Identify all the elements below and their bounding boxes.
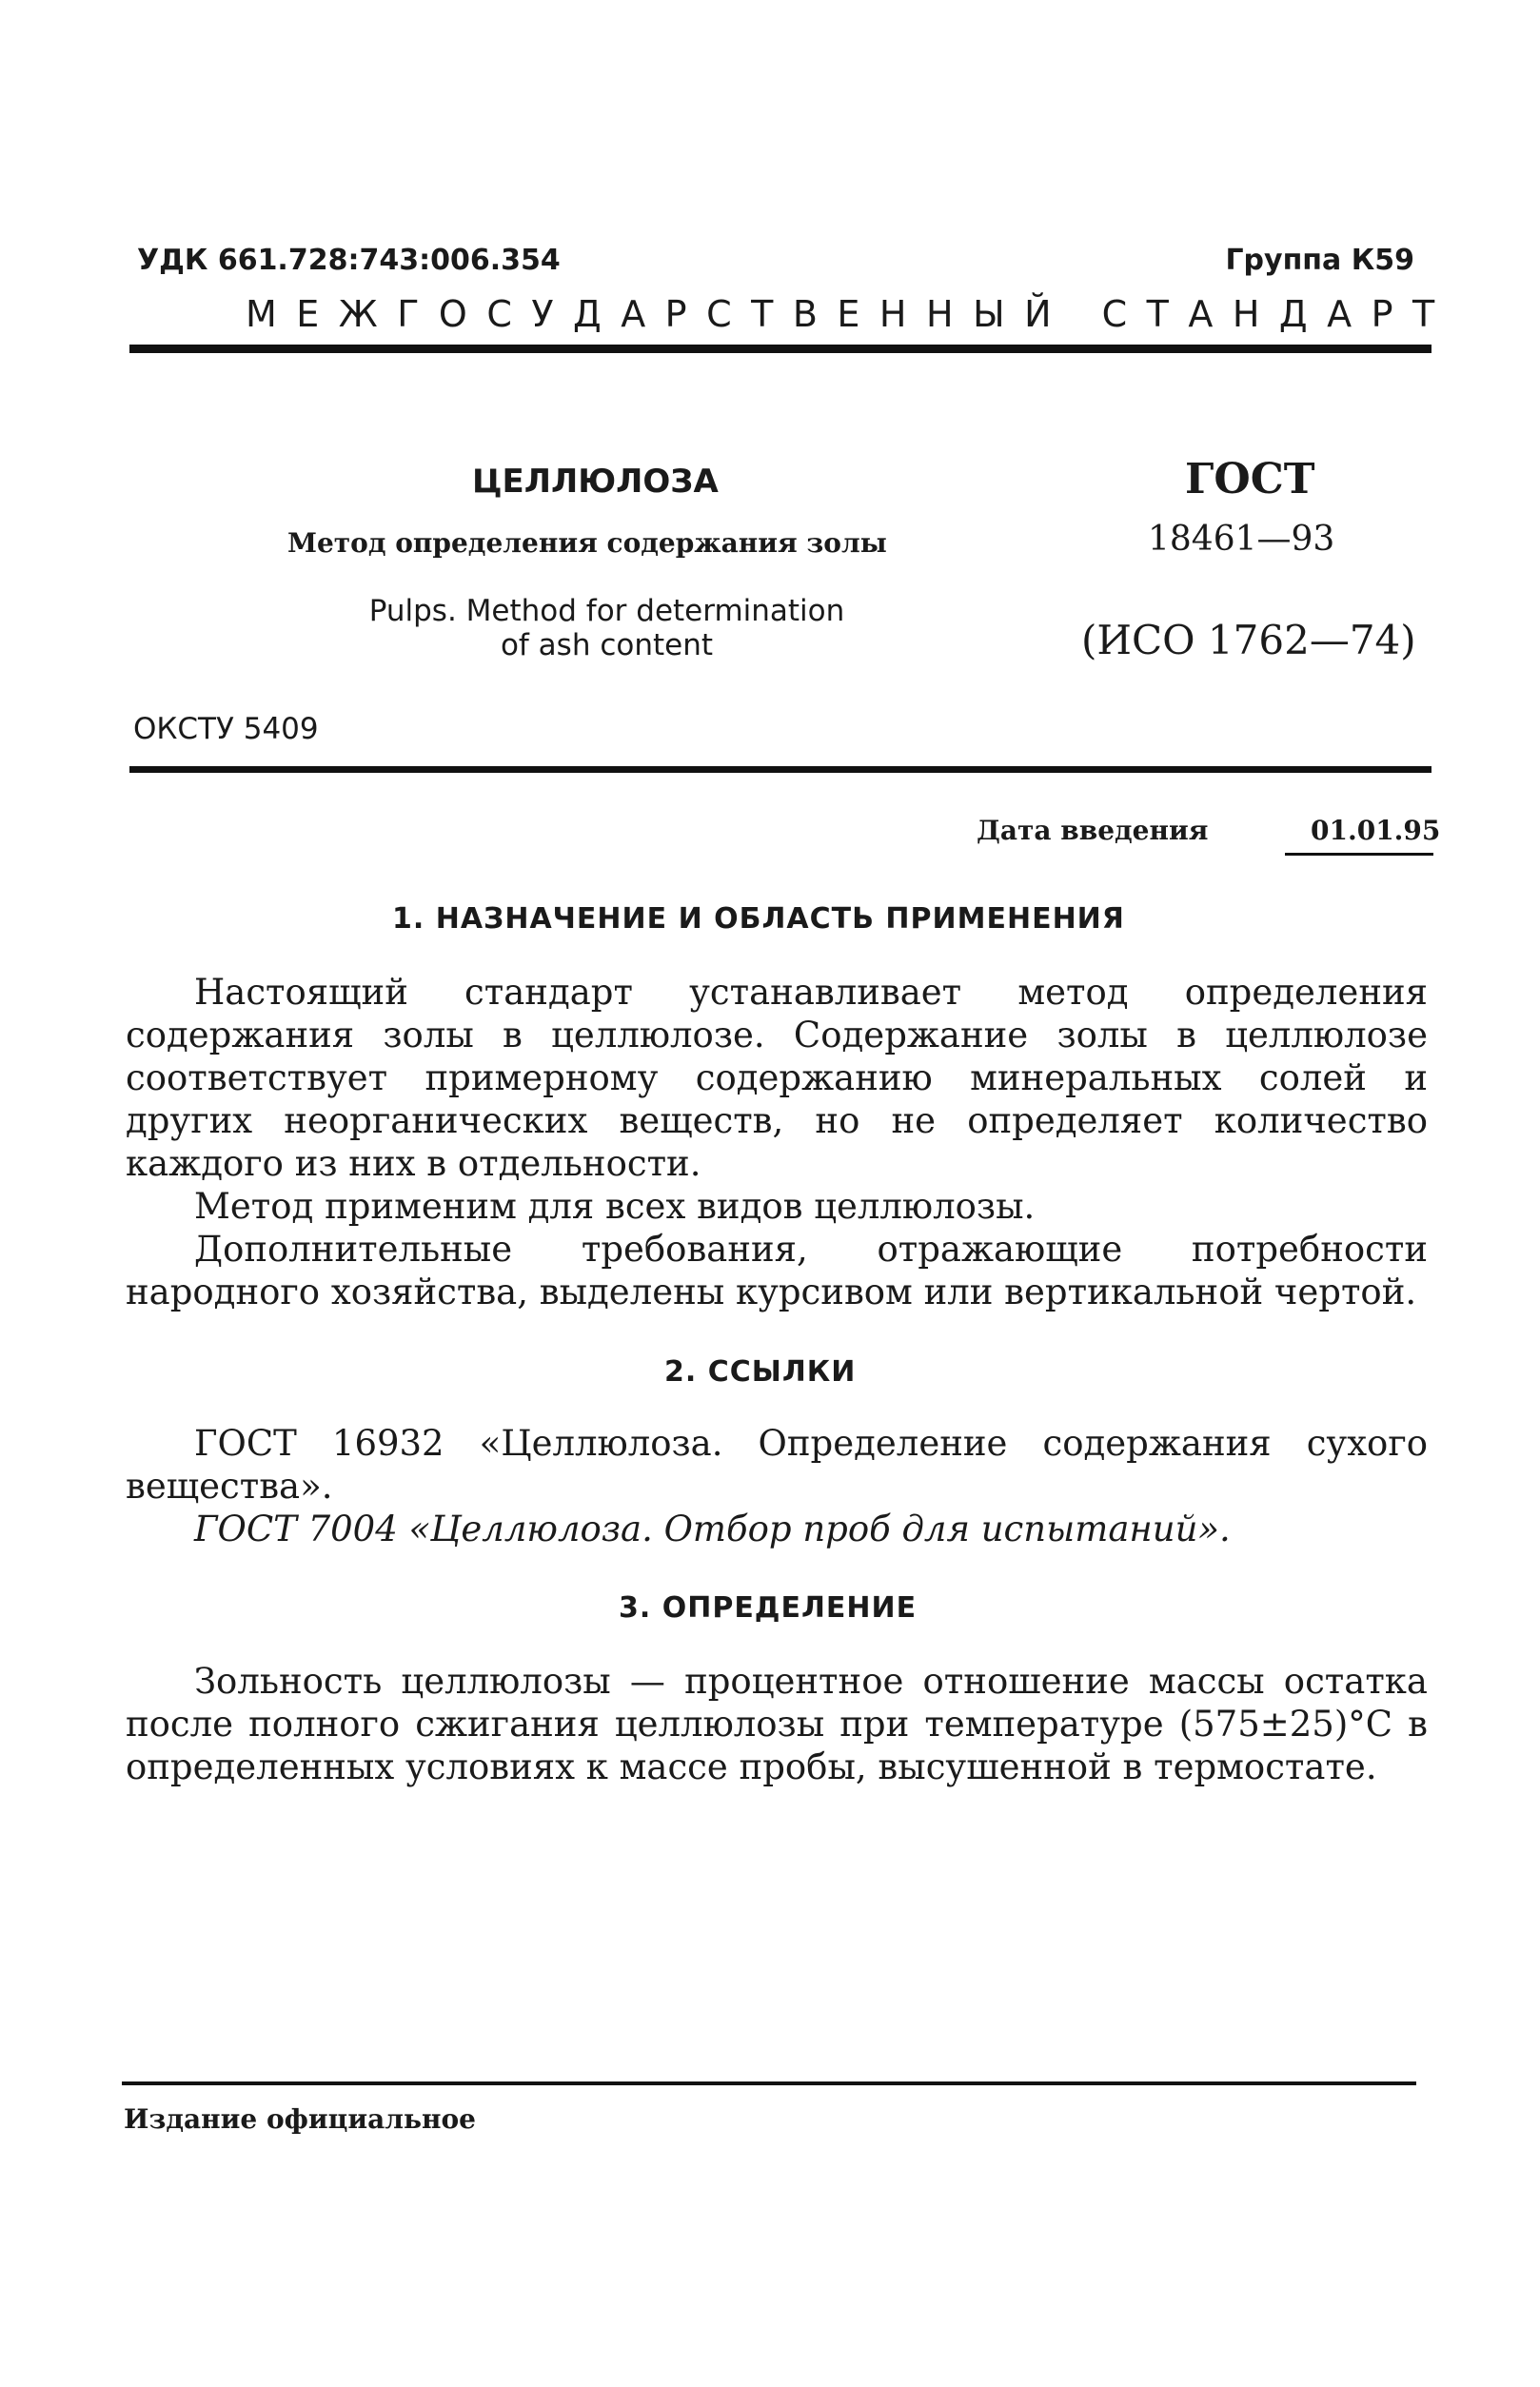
udk-code: УДК 661.728:743:006.354 — [137, 244, 561, 277]
section-2-paragraph-2: ГОСТ 7004 «Целлюлоза. Отбор проб для испытаний». — [194, 1509, 1231, 1549]
section-1-paragraph-3: Дополнительные требования, отражающие потребности народного хозяйства, выделены курсивом или вертикальной чертой. — [126, 1229, 1428, 1312]
interstate-standard-banner: МЕЖГОСУДАРСТВЕННЫЙ СТАНДАРТ — [246, 293, 1454, 335]
intro-date-label: Дата введения — [977, 815, 1209, 846]
section-3-paragraph-1: Зольность целлюлозы — процентное отношение массы остатка после полного сжигания целлюлозы при температуре (575±25)°С в определенных условиях к массе пробы, высушенной в термостате. — [126, 1661, 1428, 1787]
header-rule — [129, 345, 1431, 353]
group-code: Группа К59 — [1225, 244, 1414, 277]
english-title-line-2: of ash content — [500, 628, 714, 662]
section-heading-3: 3. ОПРЕДЕЛЕНИЕ — [619, 1591, 918, 1625]
title-rule — [129, 766, 1431, 773]
section-heading-2: 2. ССЫЛКИ — [664, 1355, 857, 1389]
section-1-paragraph-1: Настоящий стандарт устанавливает метод определения содержания золы в целлюлозе. Содержание золы в целлюлозе соответствует примерному содержанию минеральных солей и других неорганических веществ, но не определяет количество каждого из них в отдельности. — [126, 972, 1428, 1184]
english-title — [319, 594, 895, 662]
footer-rule — [122, 2081, 1416, 2085]
gost-label: ГОСТ — [1185, 455, 1315, 503]
okstu-code: ОКСТУ 5409 — [133, 712, 319, 746]
section-1-paragraph-2: Метод применим для всех видов целлюлозы. — [194, 1186, 1036, 1227]
gost-number: 18461—93 — [1148, 520, 1335, 559]
intro-date-underline — [1285, 853, 1433, 856]
section-2-paragraph-1: ГОСТ 16932 «Целлюлоза. Определение содержания сухого вещества». — [126, 1423, 1428, 1507]
intro-date-value: 01.01.95 — [1311, 815, 1441, 846]
official-edition-note: Издание официальное — [124, 2103, 476, 2135]
document-subtitle: Метод определения содержания золы — [287, 527, 887, 559]
english-title-line-1: Pulps. Method for determination — [368, 594, 845, 628]
section-heading-1: 1. НАЗНАЧЕНИЕ И ОБЛАСТЬ ПРИМЕНЕНИЯ — [392, 902, 1125, 936]
document-title: ЦЕЛЛЮЛОЗА — [472, 463, 719, 501]
iso-number: (ИСО 1762—74) — [1081, 617, 1416, 663]
